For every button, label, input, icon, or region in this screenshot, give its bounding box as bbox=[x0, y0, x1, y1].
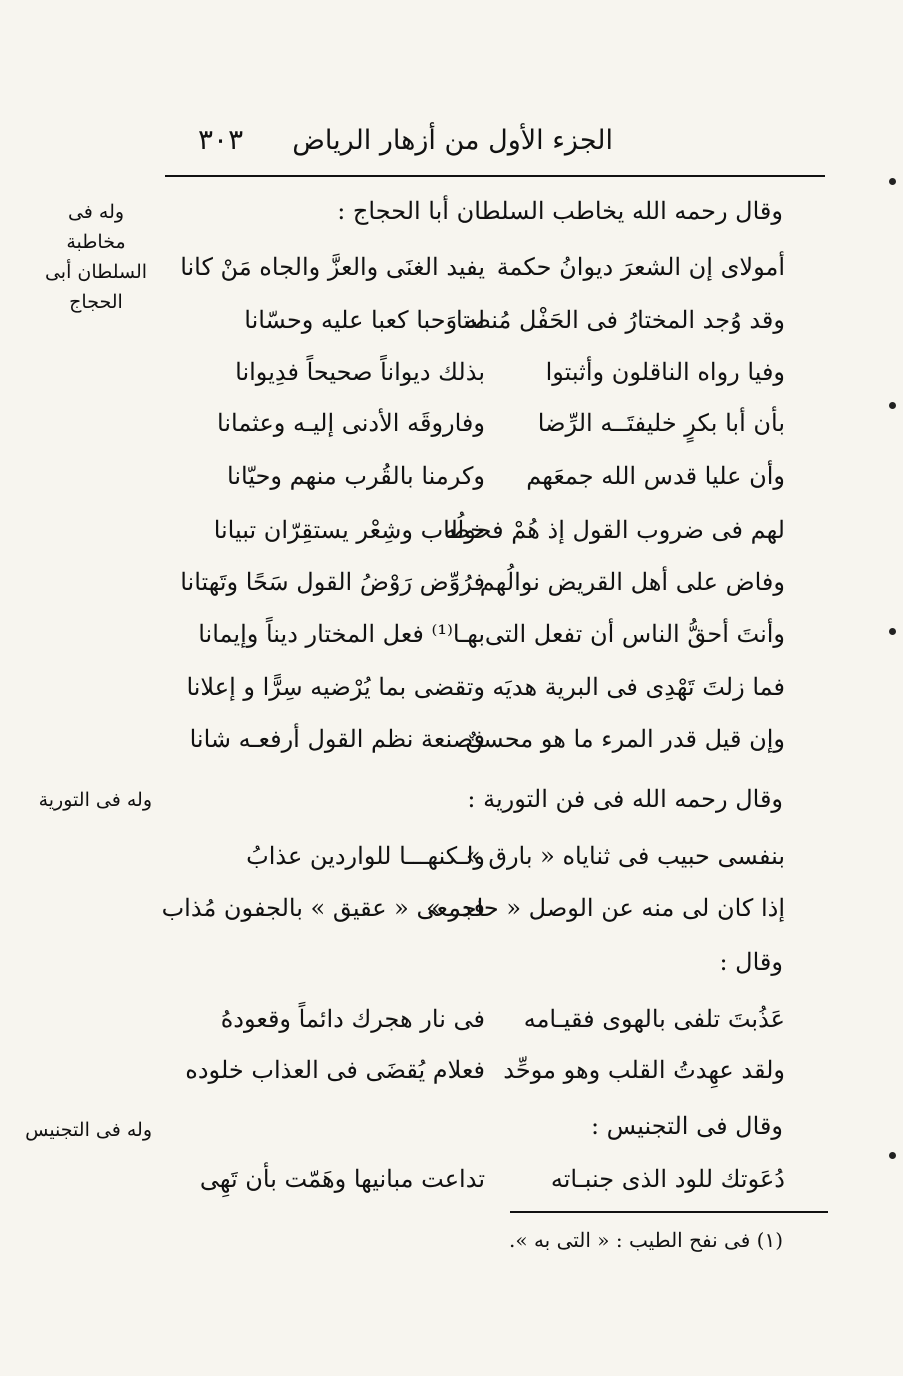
section-intro: وقال : bbox=[719, 948, 783, 976]
margin-note: وله فى التورية bbox=[38, 789, 152, 811]
verse-first-hemistich: وأن عليا قدس الله جمعَهم bbox=[526, 462, 785, 490]
verse-second-hemistich: فعلام يُقضَى فى العذاب خلوده bbox=[185, 1056, 485, 1084]
verse-first-hemistich: وفاض على أهل القريض نوالُهم bbox=[479, 568, 785, 596]
verse-first-hemistich: وفيا رواه الناقلون وأثبتوا bbox=[545, 358, 785, 386]
verse-first-hemistich: بأن أبا بكرٍ خليفتَــه الرِّضا bbox=[537, 409, 785, 437]
verse-second-hemistich: بهـا⁽¹⁾ فعل المختار ديناً وإيمانا bbox=[198, 620, 485, 648]
verse-first-hemistich: وقد وُجد المختارُ فى الحَفْل مُنصتا bbox=[455, 306, 785, 334]
page-number: ٣٠٣ bbox=[198, 123, 244, 156]
verse-second-hemistich: وتقضى بما يُرْضيه سِرًّا و إعلانا bbox=[186, 673, 485, 701]
verse-first-hemistich: إذا كان لى منه عن الوصل « حاجر » bbox=[426, 894, 785, 922]
verse-second-hemistich: بذلك ديواناً صحيحاً فدِيوانا bbox=[235, 358, 485, 386]
verse-second-hemistich: فرُوِّض رَوْضُ القول سَحًا وتَهتانا bbox=[180, 568, 485, 596]
running-title: الجزء الأول من أزهار الرياض bbox=[292, 125, 613, 156]
scan-speck bbox=[889, 628, 896, 635]
verse-second-hemistich: تداعت مبانيها وهَمّت بأن تَهِى bbox=[199, 1165, 485, 1193]
verse-second-hemistich: خطاب وشِعْر يستقِرّان تبيانا bbox=[213, 516, 485, 544]
section-intro: وقال رحمه الله فى فن التورية : bbox=[467, 785, 783, 813]
margin-note: وله فى التجنيس bbox=[25, 1119, 152, 1141]
scan-speck bbox=[889, 178, 896, 185]
verse-first-hemistich: بنفسى حبيب فى ثناياه « بارق » bbox=[466, 842, 785, 870]
margin-note: وله فى مخاطبة السلطان أبى الحجاج bbox=[44, 201, 148, 313]
header-rule bbox=[165, 175, 825, 177]
footnote-rule bbox=[510, 1211, 828, 1213]
footnote: (١) فى نفح الطيب : « التى به ». bbox=[509, 1228, 783, 1252]
verse-first-hemistich: فما زلتَ تَهْدِى فى البرية هديَه bbox=[492, 673, 785, 701]
verse-second-hemistich: فدمعى « عقيق » بالجفون مُذاب bbox=[161, 894, 485, 922]
verse-second-hemistich: فصنعة نظم القول أرفعـه شانا bbox=[189, 725, 485, 753]
scan-speck bbox=[889, 1152, 896, 1159]
section-intro: وقال فى التجنيس : bbox=[590, 1112, 783, 1140]
verse-first-hemistich: ولقد عهِدتُ القلب وهو موحِّد bbox=[503, 1056, 785, 1084]
verse-second-hemistich: وكرمنا بالقُرب منهم وحيّانا bbox=[227, 462, 485, 490]
verse-second-hemistich: له وَحبا كعبا عليه وحسّانا bbox=[244, 306, 485, 334]
verse-second-hemistich: فى نار هجرك دائماً وقعودهُ bbox=[220, 1005, 485, 1033]
verse-second-hemistich: وفاروقَه الأدنى إليـه وعثمانا bbox=[217, 409, 485, 437]
verse-first-hemistich: دُعَوتك للود الذى جنبـاته bbox=[550, 1165, 785, 1193]
verse-second-hemistich: يفيد الغنَى والعزَّ والجاه مَنْ كانا bbox=[180, 253, 485, 281]
verse-first-hemistich: لهم فى ضروب القول إذ هُمْ فحولُه bbox=[444, 516, 785, 544]
verse-first-hemistich: أمولاى إن الشعرَ ديوانُ حكمة bbox=[496, 253, 785, 281]
verse-first-hemistich: وإن قيل قدر المرء ما هو محسنٌ bbox=[465, 725, 785, 753]
section-intro: وقال رحمه الله يخاطب السلطان أبا الحجاج : bbox=[337, 197, 783, 225]
verse-second-hemistich: ولـكنهـــا للواردين عذابُ bbox=[246, 842, 485, 870]
scan-speck bbox=[889, 402, 896, 409]
verse-first-hemistich: وأنتَ أحقُّ الناس أن تفعل التى bbox=[484, 620, 785, 648]
verse-first-hemistich: عَذُبتَ تلفى بالهوى فقيـامه bbox=[523, 1005, 785, 1033]
